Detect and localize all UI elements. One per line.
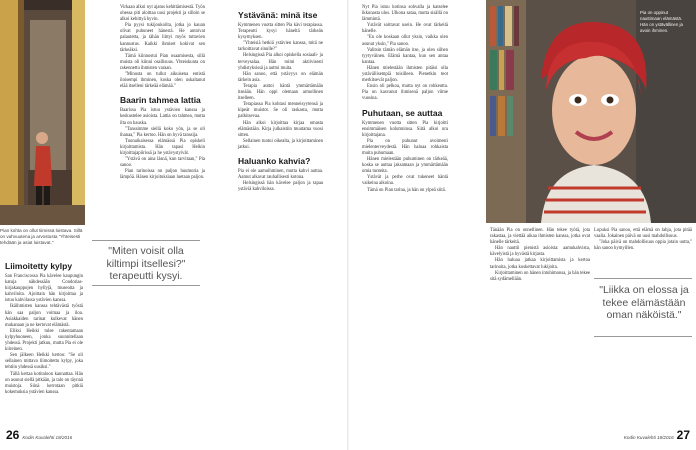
corridor-photo-illustration <box>0 0 85 225</box>
pull-quote: "Miten voisit olla kiltimpi itsellesi?" terapeutti kysyi. <box>106 245 186 282</box>
paragraph: "Ystävä on aina läsnä, kun tarvitaan," Pia sanoo. <box>120 157 205 169</box>
paragraph: Tämä kiinnostui Pian osaamisesta, sillä muista oli kiinni osallisuus. Yhteiskunta on rakennettu ihmisten varaan. <box>120 53 205 71</box>
paragraph: Tämä on Pian tarina, ja hän on ylpeä siitä. <box>367 187 446 193</box>
paragraph: Hän haluaa jatkaa kirjoittamista ja kertoa tarinoita, jotka koskettavat lukijoita. <box>490 258 590 270</box>
paragraph: Hän sanoo, että ystävyys on elämän tärkein asia. <box>238 71 323 83</box>
right-column-1 <box>362 5 448 194</box>
paragraph: Tänään Pia on onnellinen. Hän tekee työtä, jota rakastaa, ja viettää aikaa ihmisten kanssa, jotka ovat hänelle tärkeitä. <box>490 228 590 246</box>
paragraph: Hänen mielestään puhuminen on tärkeää, koska se auttaa jaksamaan ja ymmärtämään omia tunteita. <box>362 157 448 175</box>
paragraph: Pia pyysi tukijoukoilta, jotka jo kauan olivat puhuneet hänestä. He antoivat palautetta, ja tähän liittyi myös tuttavien kannustus. Kaikki ihmiset kokivat sen tärkeäksi. <box>120 23 205 53</box>
paragraph: Pian tarinoissa on paljon huumoria ja lämpöä. Hänen kirjoituksiaan luetaan paljon. <box>120 169 205 181</box>
right-column-3 <box>594 228 692 252</box>
left-photo <box>0 0 85 225</box>
paragraph: San Franciscossa Pia kävelee kaupungin katuja nähdessään Condorias-kirjakauppojen hyllyjä, museoita ja kahviloita. Ajoittain hän kirjoittaa ja istuu kahvilassa ystävien kanssa. <box>5 274 83 304</box>
paragraph: Ystävät soittavat usein. He ovat tärkeitä hänelle. <box>362 23 448 35</box>
paragraph: Ikäihmisten kanssa tehtävästä työstä hän saa paljon voimaa ja iloa. Asiakkaiden tarinat kulkevat hänen mukanaan ja ne kertovat elämästä. <box>5 304 83 328</box>
paragraph: Pia ei ole aamuihminen, mutta kahvi auttaa. Aamut alkavat rauhallisesti kotona. <box>238 168 323 181</box>
pull-quote-rule-bottom <box>594 336 692 337</box>
paragraph: Nyt Pia istuu kotinsa sohvalla ja katselee ikkunasta ulos. Ulkona sataa, mutta sisällä on lämmintä. <box>362 5 448 23</box>
folio-right <box>624 426 690 444</box>
paragraph: Eliksi Heikki tulee rakentamaan kylpyhuoneen, jonka suunnitellaan yhdessä. Projekti jatkuu, mutta Pia ei ole kiireinen. <box>5 328 83 353</box>
section-heading: Ystävänä: minä itse <box>238 10 318 20</box>
pull-quote-rule-bottom <box>92 285 200 286</box>
paragraph: Valitsin tämän elämän itse, ja olen siihen tyytyväinen. Elämä kantaa, kun sen antaa kantaa. <box>362 47 448 65</box>
paragraph: Sen jälkeen Heikki kertoo: "Se oli sellainen mittava liimoitettu kylpy, joka tehtiin yhdessä uusiksi." <box>5 353 83 371</box>
section-heading: Baarin tahmea lattia <box>120 95 201 106</box>
pull-quote-rule-top <box>594 278 692 279</box>
paragraph: Terapiassa Pia kohtasi menneisyytensä ja kipeät muistot. Se oli raskasta, mutta palkitsevaa. <box>238 102 323 120</box>
paragraph: Virkaan alkoi nyt ajatus kehittämisestä. Työn ohessa piti aloittaa uusi projekti ja silloin se alkoi kehittyä hyvin. <box>120 5 205 23</box>
paragraph: Hänen mielestään ihmisten pitäisi olla ystävällisempiä toisilleen. Pienetkin teot merkitsevät paljon. <box>362 65 448 84</box>
paragraph: "Tanssimme siellä koko yön, ja se oli ihanaa," Pia kertoo. Hän on hyvä tanssija. <box>120 126 205 138</box>
paragraph: "En ole koskaan ollut yksin, vaikka olen asunut yksin," Pia sanoo. <box>362 35 448 47</box>
right-photo-caption: Pia on oppinut nauttimaan elämästä. Hän on ystävällinen ja avoin ihminen. <box>640 10 683 33</box>
paragraph: Tällä kertaa kotitaloon kannattaa. Hän on asunut siellä pitkään, ja talo on täynnä muistoja. Siinä kerrotaan pitkiä kokemuksia ystävien kanssa. <box>5 371 83 395</box>
section-heading: Liimoitetty kylpy <box>5 261 73 271</box>
pull-quote: "Liikka on elossa ja tekee elämästään oman näköistä." <box>599 284 689 321</box>
paragraph: Ystävät ja perhe ovat tukeneet häntä vaikeina aikoina. <box>362 175 448 187</box>
paragraph: Hän alkoi kirjoittaa kirjaa omasta elämästään. Kirja julkaistiin muutama vuosi sitten. <box>238 120 323 138</box>
left-column-1 <box>5 256 83 396</box>
left-column-3 <box>238 5 323 193</box>
paragraph: Ensin oli pelkoa, mutta nyt on rohkeutta. Pia on kasvanut ihmisenä paljon viime vuosina. <box>362 84 448 102</box>
paragraph: Helsingissä Pia alkoi opiskella sosiaali- ja terveysalaa. Hän toimi aktiivisesti yhdistyksissä ja auttoi muita. <box>238 53 323 71</box>
left-column-2 <box>120 5 205 181</box>
paragraph: Kirjoittaminen on hänen intohimonsa, ja hän tekee sitä sydämellään. <box>490 270 590 282</box>
paragraph: Kymmenen vuotta sitten Pia kirjoitti ensimmäisen kolumninsa. Siitä alkoi ura kirjoittajana. <box>362 120 448 138</box>
magazine-name: Kodin Kuvalehti 18/2016 <box>22 435 73 440</box>
paragraph: "Joka päivä on mahdollisuus oppia jotain uutta," hän sanoo hymyillen. <box>594 240 692 252</box>
paragraph: "Minusta on tullut aikuisena entistä iloisempi ihminen, koska olen uskaltanut elää itselleni tärkeää elämää." <box>120 72 205 90</box>
paragraph: Kymmenen vuotta sitten Pia kävi terapiassa. Terapeutti kysyi häneltä tärkeän kysymyksen. <box>238 23 323 41</box>
page-number: 27 <box>676 428 690 442</box>
paragraph: Baarissa Pia istuu ystävien kanssa ja keskustelee asioista. Lattia on tahmea, mutta ilta on hauska. <box>120 108 205 126</box>
paragraph: Helsingissä hän kävelee paljon ja tapaa ystäviä kahviloissa. <box>238 181 323 193</box>
left-photo-caption: Pian kohta on ollut tiimissä loistava. Sillä on vahvuutena ja arvostusta "Yhteisesti tehdään ja asiat luistavat." <box>0 228 83 246</box>
section-heading: Puhutaan, se auttaa <box>362 107 443 118</box>
section-heading: Haluanko kahvia? <box>238 155 311 166</box>
paragraph: Lopuksi Pia sanoo, että elämä on lahja, jota pitää vaalia. Jokainen päivä on uusi mahdollisuus. <box>594 228 692 240</box>
paragraph: "Yhteisiä hetkiä ystävien kanssa, mitä ne tarkoittavat sinulle?" <box>238 41 323 53</box>
folio-left <box>6 426 72 444</box>
right-column-2 <box>490 228 590 283</box>
magazine-name: Kodin Kuvalehti 18/2016 <box>623 435 674 440</box>
paragraph: Terapia auttoi häntä ymmärtämään itseään. Hän oppi olemaan armollinen itselleen. <box>238 83 323 102</box>
paragraph: Pia on puhunut avoimesti mielenterveydestä. Hän haluaa rohkaista muita puhumaan. <box>362 138 448 156</box>
paragraph: Sellainen tuntui oikealta, ja kirjoittaminen jatkui. <box>238 138 323 150</box>
page-number: 26 <box>6 428 20 442</box>
paragraph: Hän nauttii pienistä asioista: aamukahvista, kävelyistä ja hyvästä kirjasta. <box>490 246 590 258</box>
pull-quote-rule-top <box>92 240 200 241</box>
paragraph: Tuonaikaisessa elämässä Pia opiskeli kirjoittamista. Hän tapasi Heikin kirjoittajapiirissä ja he ystävystyivät. <box>120 138 205 156</box>
